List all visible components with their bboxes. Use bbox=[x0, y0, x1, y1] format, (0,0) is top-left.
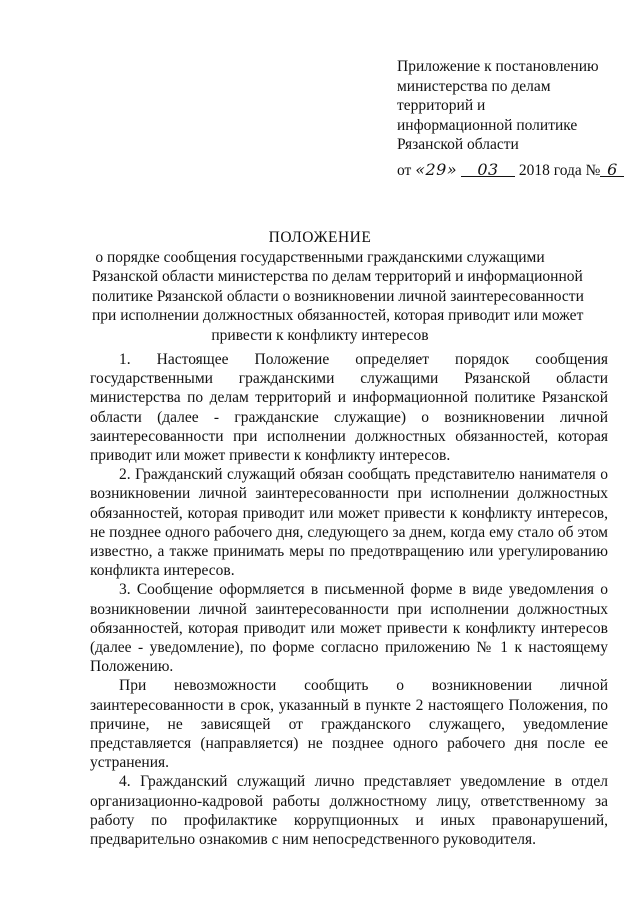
title-line: при исполнении должностных обязанностей, которая приводит или может bbox=[92, 307, 584, 324]
header-line: территорий и bbox=[397, 97, 486, 114]
document-title bbox=[92, 228, 584, 345]
document-number-field bbox=[600, 160, 624, 177]
paragraph-3: 3. Сообщение оформляется в письменной форме в виде уведомления о возникновении личной заинтересованности при исполнении должностных обязанностей, которая приводит или может привести к конфликту интересов (далее - уведомление), по форме согласно приложению № 1 к настоящему Положению. bbox=[90, 581, 608, 676]
appendix-header bbox=[397, 57, 607, 155]
date-day: «29» bbox=[415, 160, 458, 179]
header-line: Приложение к постановлению bbox=[397, 58, 599, 75]
header-line: информационной политике bbox=[397, 116, 578, 134]
paragraph-3-continued: При невозможности сообщить о возникновении личной заинтересованности в срок, указанный в пункте 2 настоящего Положения, по причине, не зависящей от гражданского служащего, уведомление представляется (направляется) не позднее одного рабочего дня после ее устранения. bbox=[90, 677, 608, 772]
date-month: 03 bbox=[477, 160, 499, 179]
document-number: 6 bbox=[607, 160, 618, 179]
date-prefix: от bbox=[397, 162, 412, 179]
header-line: Рязанской области bbox=[397, 136, 519, 153]
title-line: Рязанской области министерства по делам территорий и информационной bbox=[92, 268, 583, 285]
document-body bbox=[90, 350, 608, 849]
header-line: министерства по делам bbox=[397, 77, 551, 95]
date-month-field bbox=[461, 160, 515, 177]
title-line: политике Рязанской области о возникновении личной заинтересованности bbox=[92, 287, 584, 305]
title-line: о порядке сообщения государственными гражданскими служащими bbox=[95, 248, 545, 266]
paragraph-1: 1. Настоящее Положение определяет порядок сообщения государственными гражданскими служащими Рязанской области министерства по делам территорий и информационной политике Рязанской области (далее - гражданские служащие) о возникновении личной заинтересованности при исполнении должностных обязанностей, которая приводит или может привести к конфликту интересов. bbox=[90, 351, 608, 465]
title-heading: ПОЛОЖЕНИЕ bbox=[268, 229, 372, 246]
paragraph-2: 2. Гражданский служащий обязан сообщать представителю нанимателя о возникновении личной заинтересованности при исполнении должностных обязанностей, которая приводит или может привести к конфликту интересов, не позднее одного рабочего дня, следующего за днем, когда ему стало об этом известно, а также принимать меры по предотвращению или урегулированию конфликта интересов. bbox=[90, 466, 608, 580]
date-year-text: 2018 года № bbox=[518, 162, 601, 179]
paragraph-4: 4. Гражданский служащий лично представляет уведомление в отдел организационно-кадровой работы должностному лицу, ответственному за работу по профилактике коррупционных и иных правонарушений, предварительно ознакомив с ним непосредственного руководителя. bbox=[90, 773, 608, 849]
title-line: привести к конфликту интересов bbox=[211, 326, 429, 344]
date-number-line bbox=[397, 160, 624, 181]
